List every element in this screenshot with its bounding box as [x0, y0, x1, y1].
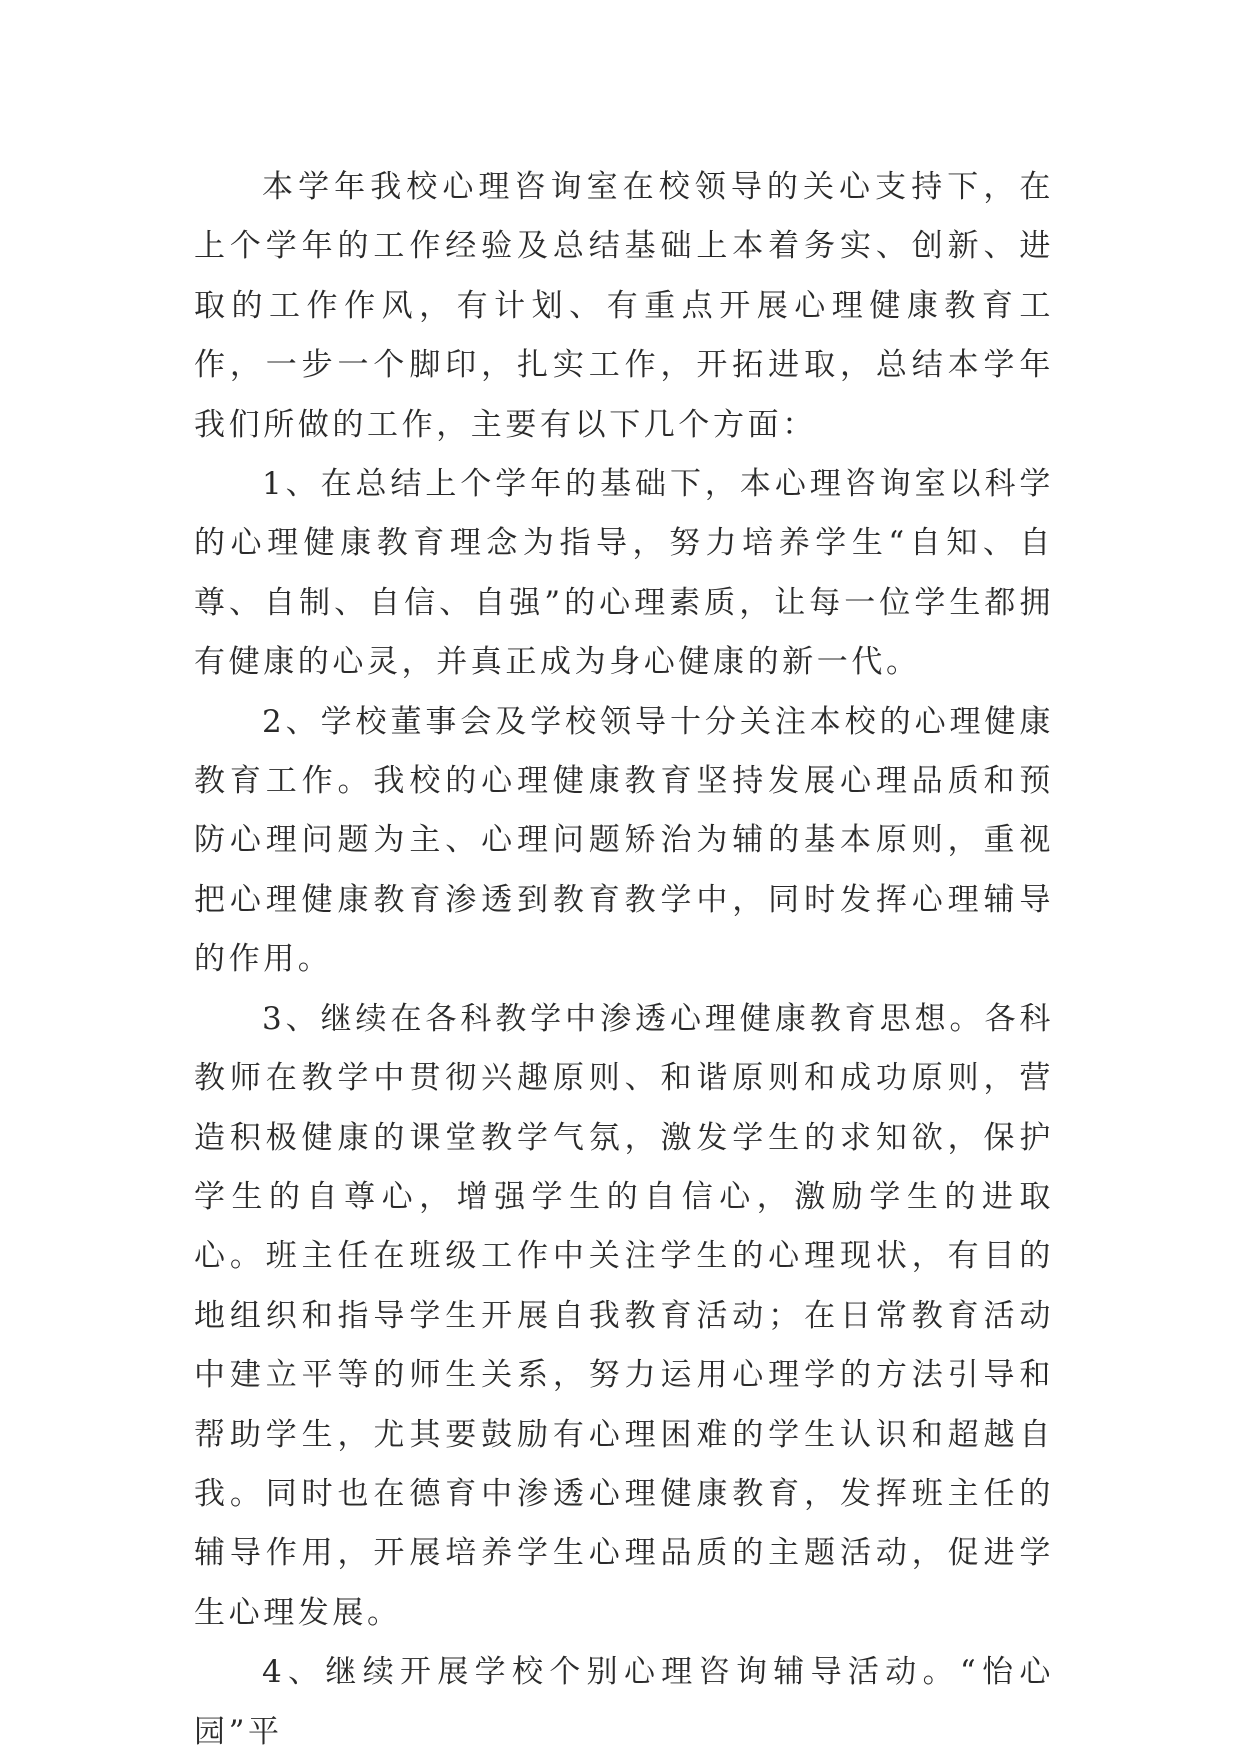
paragraph-item-2: 2、学校董事会及学校领导十分关注本校的心理健康教育工作。我校的心理健康教育坚持发展心理品质和预防心理问题为主、心理问题矫治为辅的基本原则，重视把心理健康教育渗透到教育教学中，同时发挥心理辅导的作用。 — [194, 703, 1054, 978]
document-body — [194, 158, 1054, 1762]
paragraph-intro: 本学年我校心理咨询室在校领导的关心支持下，在上个学年的工作经验及总结基础上本着务实、创新、进取的工作作风，有计划、有重点开展心理健康教育工作，一步一个脚印，扎实工作，开拓进取，总结本学年我们所做的工作，主要有以下几个方面： — [194, 169, 1054, 443]
paragraph-item-3: 3、继续在各科教学中渗透心理健康教育思想。各科教师在教学中贯彻兴趣原则、和谐原则和成功原则，营造积极健康的课堂教学气氛，激发学生的求知欲，保护学生的自尊心，增强学生的自信心，激励学生的进取心。班主任在班级工作中关注学生的心理现状，有目的地组织和指导学生开展自我教育活动；在日常教育活动中建立平等的师生关系，努力运用心理学的方法引导和帮助学生，尤其要鼓励有心理困难的学生认识和超越自我。同时也在德育中渗透心理健康教育，发挥班主任的辅导作用，开展培养学生心理品质的主题活动，促进学生心理发展。 — [194, 1000, 1054, 1631]
paragraph-item-1: 1、在总结上个学年的基础下，本心理咨询室以科学的心理健康教育理念为指导，努力培养学生“自知、自尊、自制、自信、自强”的心理素质，让每一位学生都拥有健康的心灵，并真正成为身心健康的新一代。 — [194, 466, 1054, 681]
paragraph-item-4: 4、继续开展学校个别心理咨询辅导活动。“怡心园”平 — [194, 1654, 1054, 1750]
